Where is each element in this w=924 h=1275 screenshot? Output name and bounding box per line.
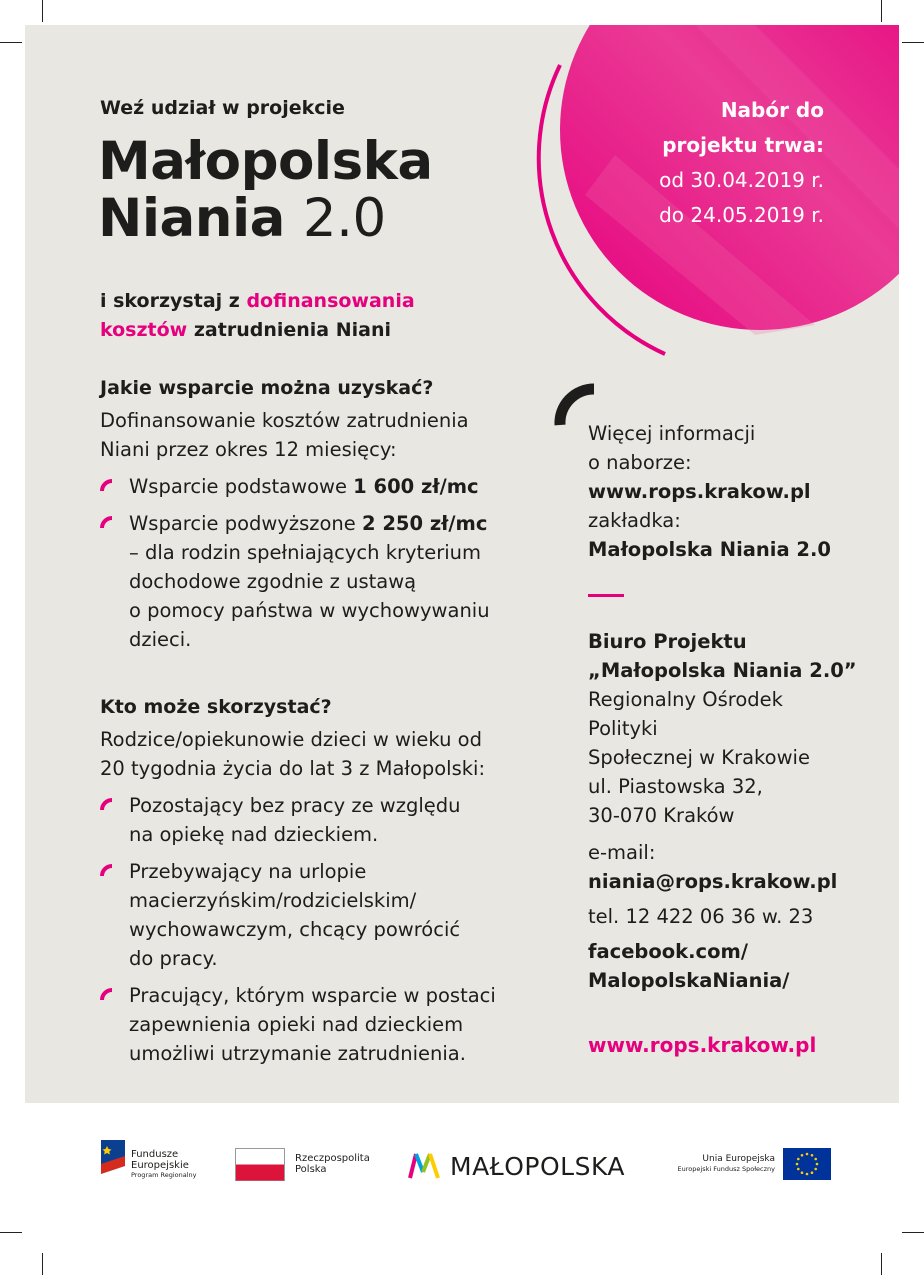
info-tab-label: zakładka: xyxy=(588,509,681,532)
list-item xyxy=(100,857,550,973)
recruitment-line-2: projektu trwa: xyxy=(662,133,824,157)
list-item-line: Pozostający bez pracy ze względu xyxy=(129,794,461,817)
divider xyxy=(588,594,624,597)
fe-logo-text: Fundusze xyxy=(131,1149,179,1160)
more-info xyxy=(588,419,888,564)
rp-logo-text: Rzeczpospolita xyxy=(295,1153,370,1164)
list-item-line: macierzyńskim/rodzicielskim/ xyxy=(129,889,417,912)
intro-text: Weź udział w projekcie xyxy=(100,97,345,119)
crop-mark xyxy=(42,1253,43,1275)
facebook-link[interactable]: MalopolskaNiania/ xyxy=(588,969,790,992)
list-item xyxy=(100,791,550,849)
facebook-link[interactable]: facebook.com/ xyxy=(588,940,748,963)
raised-support-note: dzieci. xyxy=(129,628,192,651)
crop-mark xyxy=(902,42,924,43)
recruitment-from: od 30.04.2019 r. xyxy=(659,168,824,192)
office-org: Polityki xyxy=(588,717,658,740)
poland-flag-icon xyxy=(235,1148,285,1181)
bullet-arc-icon xyxy=(100,988,114,1002)
eligibility-intro-line: Rodzice/opiekunowie dzieci w wieku od xyxy=(100,728,482,751)
subtitle-pre: i skorzystaj z xyxy=(100,290,247,312)
office-phone: tel. 12 422 06 36 w. 23 xyxy=(588,905,814,928)
crop-mark xyxy=(902,1232,924,1233)
subtitle-post: zatrudnienia Niani xyxy=(187,319,391,341)
title-word: Niania xyxy=(98,188,285,249)
recruitment-line-1: Nabór do xyxy=(720,98,824,122)
office-org: Regionalny Ośrodek xyxy=(588,688,783,711)
eu-logo-text: Unia Europejska xyxy=(702,1154,775,1164)
basic-support-label: Wsparcie podstawowe xyxy=(129,475,354,498)
rp-logo xyxy=(235,1148,385,1182)
eligibility-list xyxy=(100,791,550,1068)
office-org: Społecznej w Krakowie xyxy=(588,746,810,769)
bullet-arc-icon xyxy=(100,516,114,530)
list-item-line: Pracujący, którym wsparcie w postaci xyxy=(129,984,496,1007)
office-heading: „Małopolska Niania 2.0” xyxy=(588,659,857,682)
bullet-arc-icon xyxy=(100,479,114,493)
list-item-line: umożliwi utrzymanie zatrudnienia. xyxy=(129,1042,466,1065)
list-item xyxy=(100,981,550,1068)
support-intro xyxy=(100,406,540,464)
basic-support-amount: 1 600 zł/mc xyxy=(353,475,479,498)
support-list xyxy=(100,472,540,654)
list-item-line: do pracy. xyxy=(129,947,218,970)
logo-bar xyxy=(0,1140,924,1200)
fe-logo-subtext: Program Regionalny xyxy=(131,1171,197,1179)
eligibility-heading: Kto może skorzystać? xyxy=(100,696,332,718)
page-title xyxy=(98,133,433,247)
info-line: o naborze: xyxy=(588,451,692,474)
eligibility-intro-line: 20 tygodnia życia do lat 3 z Małopolski: xyxy=(100,757,486,780)
support-intro-line: Dofinansowanie kosztów zatrudnienia xyxy=(100,409,469,432)
support-heading: Jakie wsparcie można uzyskać? xyxy=(100,377,434,399)
website-link[interactable]: www.rops.krakow.pl xyxy=(588,1033,817,1057)
fe-logo-text: Europejskie xyxy=(131,1160,189,1171)
list-item xyxy=(100,509,540,654)
office-heading: Biuro Projektu xyxy=(588,630,747,653)
crop-mark xyxy=(42,0,43,22)
raised-support-label: Wsparcie podwyższone xyxy=(129,512,362,535)
list-item xyxy=(100,472,540,501)
subtitle-highlight-2: kosztów xyxy=(100,319,188,341)
raised-support-amount: 2 250 zł/mc xyxy=(361,512,488,535)
title-line-1: Małopolska xyxy=(98,131,433,192)
eu-logo-subtext: Europejski Fundusz Społeczny xyxy=(677,1165,775,1173)
info-tab-name: Małopolska Niania 2.0 xyxy=(588,538,831,561)
crop-mark xyxy=(0,1232,22,1233)
office-street: ul. Piastowska 32, xyxy=(588,775,763,798)
bullet-arc-icon xyxy=(100,864,114,878)
malopolska-logo xyxy=(408,1148,648,1184)
list-item-line: na opiekę nad dzieckiem. xyxy=(129,823,379,846)
project-office xyxy=(588,627,888,995)
list-item-line: Przebywający na urlopie xyxy=(129,860,367,883)
subtitle-highlight-1: dofinansowania xyxy=(246,290,415,312)
rp-logo-text: Polska xyxy=(295,1164,327,1175)
crop-mark xyxy=(881,1253,882,1275)
info-url-link[interactable]: www.rops.krakow.pl xyxy=(588,480,811,503)
flyer-card xyxy=(25,25,899,1103)
office-email-link[interactable]: niania@rops.krakow.pl xyxy=(588,870,838,893)
recruitment-to: do 24.05.2019 r. xyxy=(659,203,824,227)
raised-support-note: o pomocy państwa w wychowywaniu xyxy=(129,599,490,622)
raised-support-note: dochodowe zgodnie z ustawą xyxy=(129,570,417,593)
eu-flag-icon xyxy=(783,1148,831,1180)
support-section xyxy=(100,377,540,662)
office-city: 30-070 Kraków xyxy=(588,804,735,827)
eligibility-intro xyxy=(100,725,550,783)
subtitle xyxy=(100,287,500,345)
title-version: 2.0 xyxy=(302,188,386,249)
bullet-arc-icon xyxy=(100,798,114,812)
title-line-2 xyxy=(98,190,433,247)
malopolska-m-icon xyxy=(408,1150,442,1180)
eligibility-section xyxy=(100,696,550,1076)
eu-logo xyxy=(670,1148,835,1182)
raised-support-note: – dla rodzin spełniających kryterium xyxy=(129,541,481,564)
fe-logo xyxy=(101,1140,231,1184)
list-item-line: wychowawczym, chcący powrócić xyxy=(129,918,461,941)
crop-mark xyxy=(0,42,22,43)
recruitment-box xyxy=(659,93,824,233)
crop-mark xyxy=(881,0,882,22)
info-line: Więcej informacji xyxy=(588,422,756,445)
list-item-line: zapewnienia opieki nad dzieckiem xyxy=(129,1013,464,1036)
fe-flag-icon xyxy=(101,1140,125,1182)
office-email-label: e-mail: xyxy=(588,841,656,864)
support-intro-line: Niani przez okres 12 miesięcy: xyxy=(100,438,397,461)
malopolska-logo-text: MAŁOPOLSKA xyxy=(450,1152,626,1181)
